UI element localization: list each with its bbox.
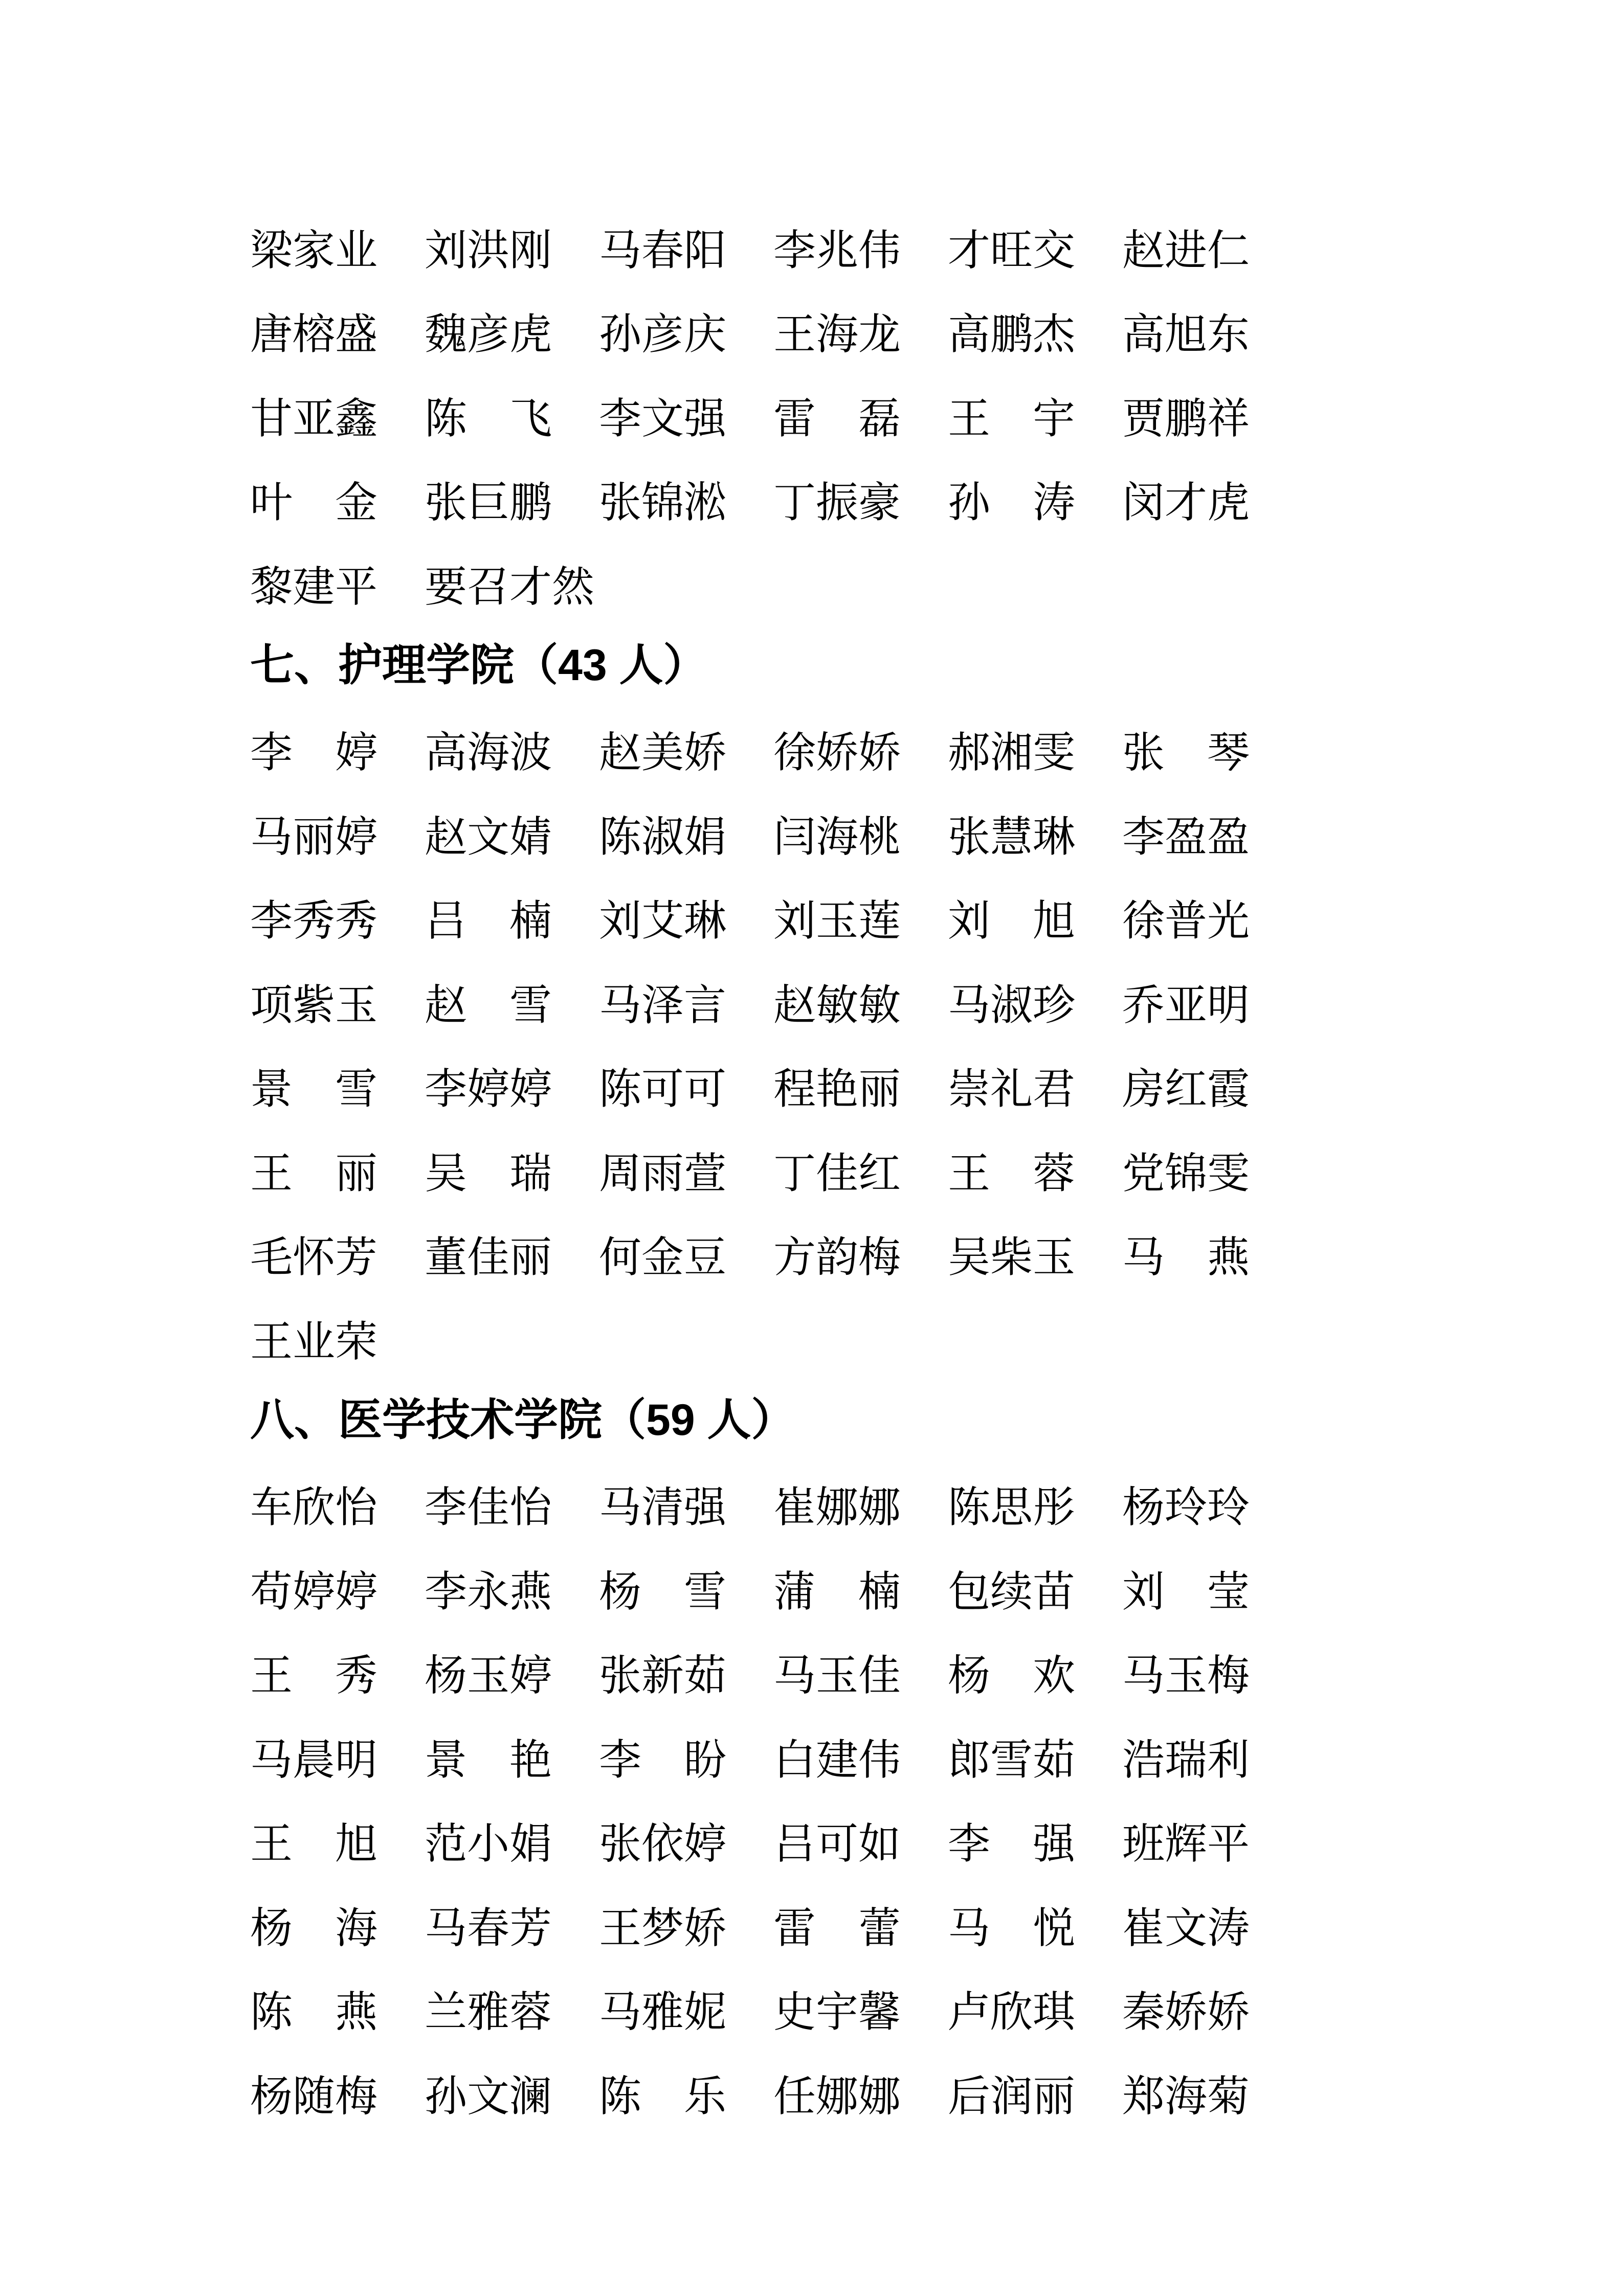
student-name: 王丽 xyxy=(250,1150,377,1197)
student-name: 张琴 xyxy=(1122,729,1250,777)
name-row xyxy=(250,1803,1478,1887)
student-name: 房红霞 xyxy=(1122,1066,1250,1113)
name-row xyxy=(250,1048,1478,1132)
student-name: 兰雅蓉 xyxy=(425,1989,552,2036)
student-name: 李文强 xyxy=(599,395,726,442)
student-name: 李秀秀 xyxy=(250,897,377,945)
student-name: 浩瑞利 xyxy=(1122,1736,1250,1784)
section-title: 八、医学技术学院（59 人） xyxy=(250,1395,795,1445)
section-title: 七、护理学院（43 人） xyxy=(250,640,707,690)
name-row xyxy=(250,377,1478,461)
student-name: 党锦雯 xyxy=(1122,1150,1250,1197)
student-name: 甘亚鑫 xyxy=(250,395,377,442)
student-name: 崇礼君 xyxy=(948,1066,1075,1113)
student-name: 陈乐 xyxy=(599,2073,726,2120)
student-name: 马丽婷 xyxy=(250,813,377,861)
student-name: 杨玲玲 xyxy=(1122,1484,1250,1532)
student-name: 秦娇娇 xyxy=(1122,1989,1250,2036)
student-name: 崔文涛 xyxy=(1122,1904,1250,1952)
student-name: 吴柴玉 xyxy=(948,1234,1075,1281)
student-name: 郝湘雯 xyxy=(948,729,1075,777)
student-name: 唐榕盛 xyxy=(250,311,377,358)
student-name: 张巨鹏 xyxy=(425,479,552,527)
name-row xyxy=(250,1216,1478,1300)
student-name: 魏彦虎 xyxy=(425,311,552,358)
student-name: 范小娟 xyxy=(425,1820,552,1868)
student-name: 郑海菊 xyxy=(1122,2073,1250,2120)
student-name: 雷磊 xyxy=(773,395,901,442)
student-name: 陈燕 xyxy=(250,1989,377,2036)
student-name: 马燕 xyxy=(1122,1234,1250,1281)
name-row xyxy=(250,1466,1478,1550)
student-name: 丁佳红 xyxy=(773,1150,901,1197)
student-name: 高旭东 xyxy=(1122,311,1250,358)
name-row xyxy=(250,1971,1478,2055)
student-name: 高鹏杰 xyxy=(948,311,1075,358)
student-name: 班辉平 xyxy=(1122,1820,1250,1868)
student-name: 刘艾琳 xyxy=(599,897,726,945)
student-name: 马春芳 xyxy=(425,1904,552,1952)
student-name: 马泽言 xyxy=(599,981,726,1029)
student-name: 梁家业 xyxy=(250,227,377,274)
student-name: 李永燕 xyxy=(425,1568,552,1615)
student-name: 陈飞 xyxy=(425,395,552,442)
student-name: 马玉梅 xyxy=(1122,1652,1250,1700)
student-name: 吕楠 xyxy=(425,897,552,945)
student-name: 马雅妮 xyxy=(599,1989,726,2036)
student-name: 方韵梅 xyxy=(773,1234,901,1281)
student-name: 李婷 xyxy=(250,729,377,777)
name-row xyxy=(250,461,1478,546)
student-name: 徐娇娇 xyxy=(773,729,901,777)
name-row xyxy=(250,293,1478,377)
student-name: 李强 xyxy=(948,1820,1075,1868)
student-name: 雷蕾 xyxy=(773,1904,901,1952)
student-name: 吴瑞 xyxy=(425,1150,552,1197)
name-row xyxy=(250,1132,1478,1216)
student-name: 陈可可 xyxy=(599,1066,726,1113)
name-row xyxy=(250,880,1478,964)
student-name: 乔亚明 xyxy=(1122,981,1250,1029)
student-name: 高海波 xyxy=(425,729,552,777)
student-name: 刘莹 xyxy=(1122,1568,1250,1615)
student-name: 王业荣 xyxy=(250,1318,377,1365)
student-name: 程艳丽 xyxy=(773,1066,901,1113)
student-name: 孙文澜 xyxy=(425,2073,552,2120)
name-row xyxy=(250,1886,1478,1971)
student-name: 李盼 xyxy=(599,1736,726,1784)
student-name: 李兆伟 xyxy=(773,227,901,274)
student-name: 杨随梅 xyxy=(250,2073,377,2120)
student-name: 王秀 xyxy=(250,1652,377,1700)
student-name: 后润丽 xyxy=(948,2073,1075,2120)
student-name: 刘旭 xyxy=(948,897,1075,945)
student-name: 叶金 xyxy=(250,479,377,527)
student-name: 马淑珍 xyxy=(948,981,1075,1029)
student-name: 李佳怡 xyxy=(425,1484,552,1532)
name-row xyxy=(250,1300,1478,1384)
student-name: 车欣怡 xyxy=(250,1484,377,1532)
student-name: 项紫玉 xyxy=(250,981,377,1029)
student-name: 徐普光 xyxy=(1122,897,1250,945)
student-name: 毛怀芳 xyxy=(250,1234,377,1281)
student-name: 包续苗 xyxy=(948,1568,1075,1615)
student-name: 黎建平 xyxy=(250,563,377,611)
student-name: 崔娜娜 xyxy=(773,1484,901,1532)
student-name: 李盈盈 xyxy=(1122,813,1250,861)
student-name: 李婷婷 xyxy=(425,1066,552,1113)
student-name: 杨雪 xyxy=(599,1568,726,1615)
student-name: 闫海桃 xyxy=(773,813,901,861)
roster xyxy=(250,209,1478,2139)
student-name: 景艳 xyxy=(425,1736,552,1784)
student-name: 杨玉婷 xyxy=(425,1652,552,1700)
name-row xyxy=(250,795,1478,880)
student-name: 杨欢 xyxy=(948,1652,1075,1700)
name-row xyxy=(250,2055,1478,2139)
name-row xyxy=(250,1634,1478,1719)
student-name: 王旭 xyxy=(250,1820,377,1868)
name-row xyxy=(250,711,1478,796)
student-name: 马玉佳 xyxy=(773,1652,901,1700)
student-name: 马悦 xyxy=(948,1904,1075,1952)
student-name: 陈淑娟 xyxy=(599,813,726,861)
name-row xyxy=(250,1550,1478,1634)
student-name: 杨海 xyxy=(250,1904,377,1952)
student-name: 赵敏敏 xyxy=(773,981,901,1029)
student-name: 赵美娇 xyxy=(599,729,726,777)
student-name: 孙涛 xyxy=(948,479,1075,527)
student-name: 陈思彤 xyxy=(948,1484,1075,1532)
student-name: 任娜娜 xyxy=(773,2073,901,2120)
student-name: 白建伟 xyxy=(773,1736,901,1784)
student-name: 赵进仁 xyxy=(1122,227,1250,274)
name-row xyxy=(250,209,1478,293)
student-name: 要召才然 xyxy=(425,563,594,611)
student-name: 何金豆 xyxy=(599,1234,726,1281)
student-name: 刘洪刚 xyxy=(425,227,552,274)
student-name: 马晨明 xyxy=(250,1736,377,1784)
student-name: 马春阳 xyxy=(599,227,726,274)
student-name: 张慧琳 xyxy=(948,813,1075,861)
student-name: 王蓉 xyxy=(948,1150,1075,1197)
student-name: 贾鹏祥 xyxy=(1122,395,1250,442)
name-row xyxy=(250,545,1478,629)
student-name: 郎雪茹 xyxy=(948,1736,1075,1784)
student-name: 周雨萱 xyxy=(599,1150,726,1197)
student-name: 卢欣琪 xyxy=(948,1989,1075,2036)
student-name: 王海龙 xyxy=(773,311,901,358)
student-name: 丁振豪 xyxy=(773,479,901,527)
name-row xyxy=(250,1718,1478,1803)
name-row xyxy=(250,963,1478,1048)
student-name: 蒲楠 xyxy=(773,1568,901,1615)
student-name: 张依婷 xyxy=(599,1820,726,1868)
student-name: 吕可如 xyxy=(773,1820,901,1868)
student-name: 史宇馨 xyxy=(773,1989,901,2036)
student-name: 王宇 xyxy=(948,395,1075,442)
student-name: 马清强 xyxy=(599,1484,726,1532)
student-name: 景雪 xyxy=(250,1066,377,1113)
student-name: 闵才虎 xyxy=(1122,479,1250,527)
student-name: 张锦淞 xyxy=(599,479,726,527)
student-name: 董佳丽 xyxy=(425,1234,552,1281)
student-name: 王梦娇 xyxy=(599,1904,726,1952)
student-name: 刘玉莲 xyxy=(773,897,901,945)
student-name: 赵文婧 xyxy=(425,813,552,861)
student-name: 张新茹 xyxy=(599,1652,726,1700)
student-name: 才旺交 xyxy=(948,227,1075,274)
student-name: 赵雪 xyxy=(425,981,552,1029)
student-name: 苟婷婷 xyxy=(250,1568,377,1615)
student-name: 孙彦庆 xyxy=(599,311,726,358)
